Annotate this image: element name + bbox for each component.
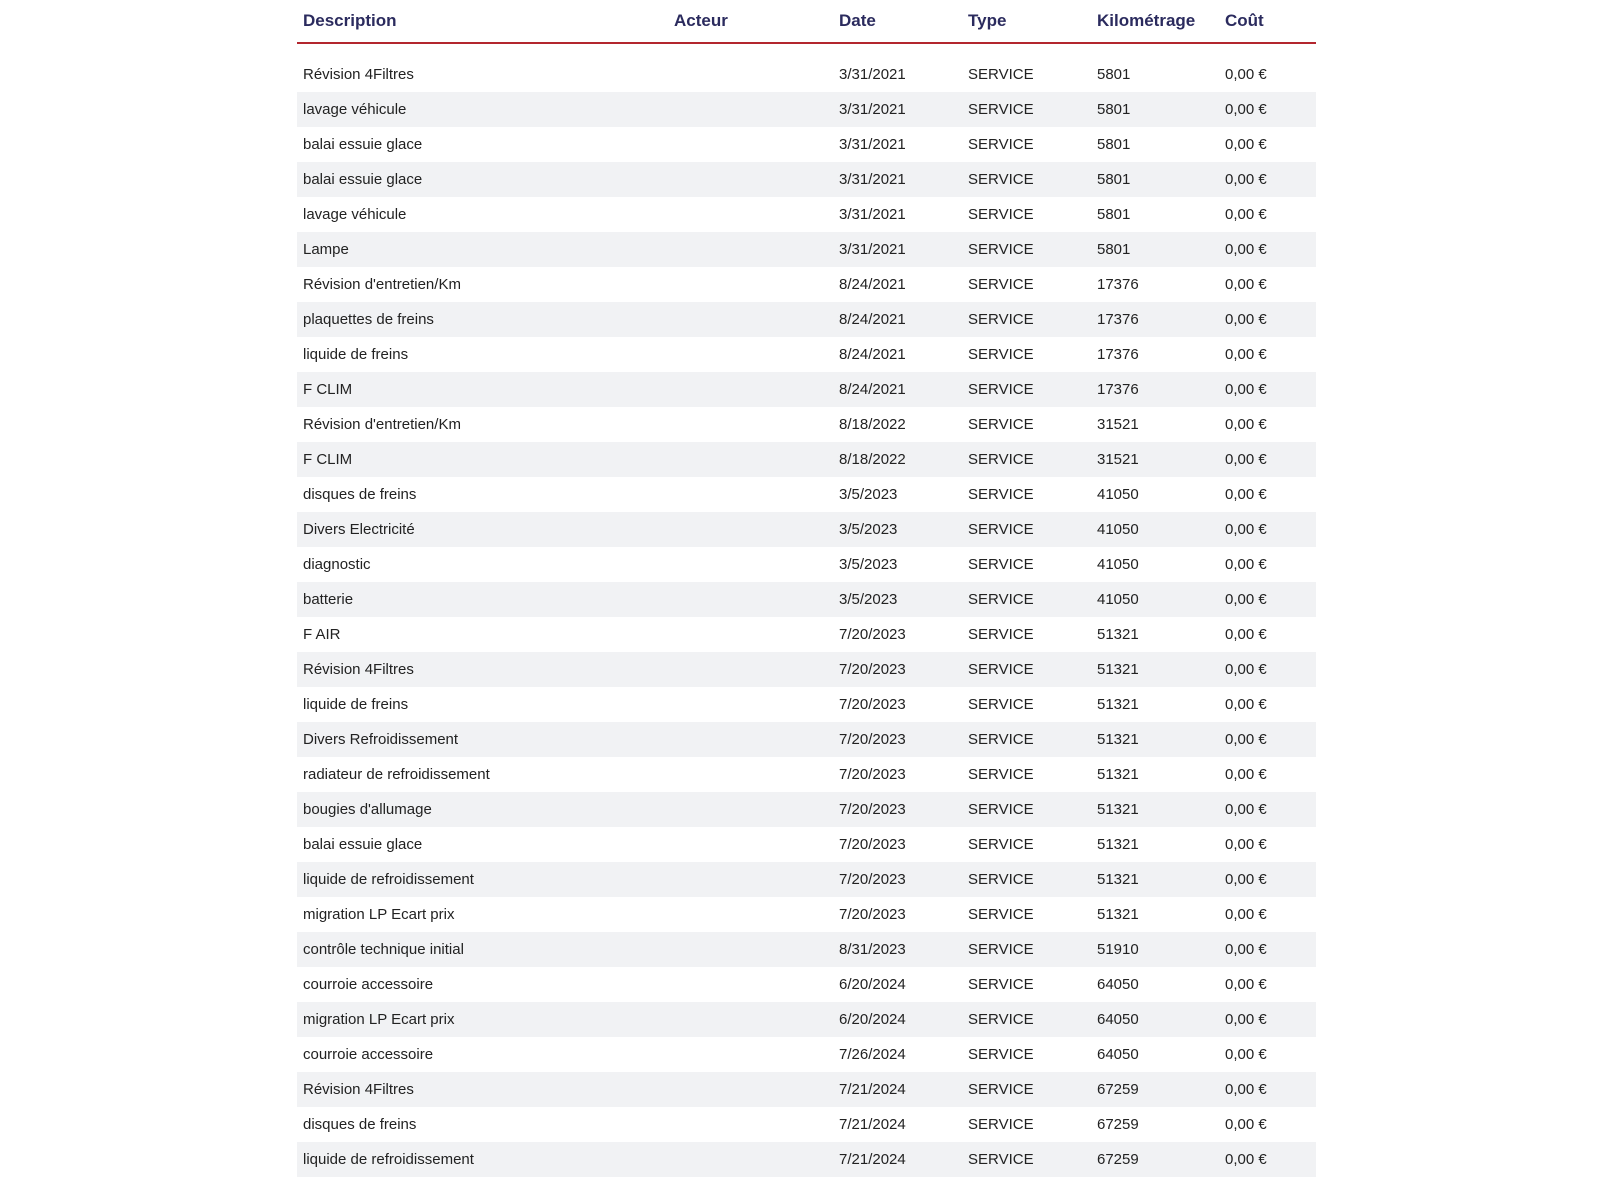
cell-date: 7/20/2023 xyxy=(833,722,962,757)
cell-type: SERVICE xyxy=(962,1037,1091,1072)
column-header-type[interactable]: Type xyxy=(962,0,1091,43)
maintenance-history-table xyxy=(297,0,1316,1177)
cell-actor xyxy=(668,862,833,897)
cell-type: SERVICE xyxy=(962,477,1091,512)
cell-description: liquide de refroidissement xyxy=(297,1142,668,1177)
cell-mileage: 51321 xyxy=(1091,687,1219,722)
cell-mileage: 17376 xyxy=(1091,267,1219,302)
table-row[interactable] xyxy=(297,1142,1316,1177)
cell-date: 7/20/2023 xyxy=(833,617,962,652)
cell-mileage: 5801 xyxy=(1091,232,1219,267)
cell-description: disques de freins xyxy=(297,1107,668,1142)
cell-cost: 0,00 € xyxy=(1219,1142,1316,1177)
table-row[interactable] xyxy=(297,1107,1316,1142)
cell-description: Lampe xyxy=(297,232,668,267)
cell-type: SERVICE xyxy=(962,932,1091,967)
cell-actor xyxy=(668,442,833,477)
cell-mileage: 64050 xyxy=(1091,1002,1219,1037)
cell-actor xyxy=(668,792,833,827)
cell-date: 3/31/2021 xyxy=(833,92,962,127)
cell-date: 3/31/2021 xyxy=(833,162,962,197)
cell-mileage: 67259 xyxy=(1091,1107,1219,1142)
cell-mileage: 67259 xyxy=(1091,1072,1219,1107)
cell-actor xyxy=(668,967,833,1002)
cell-cost: 0,00 € xyxy=(1219,652,1316,687)
cell-actor xyxy=(668,127,833,162)
cell-cost: 0,00 € xyxy=(1219,57,1316,92)
table-row[interactable] xyxy=(297,267,1316,302)
cell-actor xyxy=(668,302,833,337)
cell-date: 8/18/2022 xyxy=(833,442,962,477)
cell-cost: 0,00 € xyxy=(1219,267,1316,302)
cell-cost: 0,00 € xyxy=(1219,407,1316,442)
cell-cost: 0,00 € xyxy=(1219,582,1316,617)
cell-cost: 0,00 € xyxy=(1219,1107,1316,1142)
cell-description: F CLIM xyxy=(297,442,668,477)
cell-actor xyxy=(668,1072,833,1107)
cell-actor xyxy=(668,652,833,687)
cell-actor xyxy=(668,932,833,967)
cell-date: 8/24/2021 xyxy=(833,302,962,337)
cell-mileage: 31521 xyxy=(1091,407,1219,442)
cell-type: SERVICE xyxy=(962,232,1091,267)
cell-type: SERVICE xyxy=(962,652,1091,687)
cell-description: migration LP Ecart prix xyxy=(297,1002,668,1037)
table-row[interactable] xyxy=(297,722,1316,757)
cell-type: SERVICE xyxy=(962,722,1091,757)
cell-cost: 0,00 € xyxy=(1219,792,1316,827)
cell-date: 3/5/2023 xyxy=(833,477,962,512)
cell-date: 7/20/2023 xyxy=(833,792,962,827)
cell-actor xyxy=(668,897,833,932)
cell-actor xyxy=(668,197,833,232)
cell-date: 3/5/2023 xyxy=(833,547,962,582)
cell-actor xyxy=(668,512,833,547)
cell-cost: 0,00 € xyxy=(1219,477,1316,512)
table-row[interactable] xyxy=(297,302,1316,337)
cell-date: 7/20/2023 xyxy=(833,897,962,932)
table-row[interactable] xyxy=(297,757,1316,792)
table-row[interactable] xyxy=(297,57,1316,92)
cell-date: 3/5/2023 xyxy=(833,582,962,617)
table-row[interactable] xyxy=(297,1037,1316,1072)
cell-date: 7/21/2024 xyxy=(833,1072,962,1107)
cell-type: SERVICE xyxy=(962,337,1091,372)
cell-actor xyxy=(668,827,833,862)
cell-date: 7/21/2024 xyxy=(833,1142,962,1177)
cell-mileage: 64050 xyxy=(1091,1037,1219,1072)
cell-mileage: 51321 xyxy=(1091,897,1219,932)
cell-description: Révision d'entretien/Km xyxy=(297,267,668,302)
cell-date: 7/21/2024 xyxy=(833,1107,962,1142)
cell-date: 7/20/2023 xyxy=(833,652,962,687)
cell-mileage: 17376 xyxy=(1091,372,1219,407)
cell-mileage: 17376 xyxy=(1091,337,1219,372)
cell-mileage: 5801 xyxy=(1091,197,1219,232)
cell-actor xyxy=(668,372,833,407)
cell-type: SERVICE xyxy=(962,547,1091,582)
cell-type: SERVICE xyxy=(962,162,1091,197)
cell-cost: 0,00 € xyxy=(1219,827,1316,862)
cell-type: SERVICE xyxy=(962,512,1091,547)
cell-mileage: 51321 xyxy=(1091,862,1219,897)
table-row[interactable] xyxy=(297,512,1316,547)
table-row[interactable] xyxy=(297,407,1316,442)
table-row[interactable] xyxy=(297,1002,1316,1037)
cell-actor xyxy=(668,477,833,512)
cell-actor xyxy=(668,1142,833,1177)
cell-date: 6/20/2024 xyxy=(833,967,962,1002)
cell-cost: 0,00 € xyxy=(1219,757,1316,792)
table-row[interactable] xyxy=(297,652,1316,687)
cell-cost: 0,00 € xyxy=(1219,1072,1316,1107)
cell-cost: 0,00 € xyxy=(1219,232,1316,267)
cell-actor xyxy=(668,617,833,652)
cell-type: SERVICE xyxy=(962,407,1091,442)
table-row[interactable] xyxy=(297,162,1316,197)
cell-date: 8/24/2021 xyxy=(833,267,962,302)
cell-date: 3/5/2023 xyxy=(833,512,962,547)
cell-actor xyxy=(668,407,833,442)
cell-cost: 0,00 € xyxy=(1219,337,1316,372)
cell-description: balai essuie glace xyxy=(297,127,668,162)
cell-type: SERVICE xyxy=(962,582,1091,617)
cell-mileage: 5801 xyxy=(1091,127,1219,162)
table-row[interactable] xyxy=(297,862,1316,897)
table-row[interactable] xyxy=(297,897,1316,932)
cell-mileage: 51321 xyxy=(1091,617,1219,652)
cell-mileage: 64050 xyxy=(1091,967,1219,1002)
cell-type: SERVICE xyxy=(962,127,1091,162)
cell-description: Révision 4Filtres xyxy=(297,57,668,92)
cell-description: bougies d'allumage xyxy=(297,792,668,827)
cell-description: Divers Refroidissement xyxy=(297,722,668,757)
cell-date: 7/20/2023 xyxy=(833,862,962,897)
cell-description: F CLIM xyxy=(297,372,668,407)
table-row[interactable] xyxy=(297,477,1316,512)
cell-description: liquide de freins xyxy=(297,337,668,372)
table-row[interactable] xyxy=(297,617,1316,652)
cell-mileage: 51321 xyxy=(1091,792,1219,827)
cell-actor xyxy=(668,1037,833,1072)
maintenance-history-table-container xyxy=(297,0,1316,1177)
cell-type: SERVICE xyxy=(962,267,1091,302)
cell-cost: 0,00 € xyxy=(1219,1002,1316,1037)
cell-cost: 0,00 € xyxy=(1219,932,1316,967)
cell-type: SERVICE xyxy=(962,372,1091,407)
column-header-date[interactable]: Date xyxy=(833,0,962,43)
cell-type: SERVICE xyxy=(962,827,1091,862)
cell-mileage: 41050 xyxy=(1091,477,1219,512)
table-row[interactable] xyxy=(297,932,1316,967)
cell-mileage: 67259 xyxy=(1091,1142,1219,1177)
cell-cost: 0,00 € xyxy=(1219,722,1316,757)
cell-type: SERVICE xyxy=(962,92,1091,127)
cell-cost: 0,00 € xyxy=(1219,897,1316,932)
cell-actor xyxy=(668,267,833,302)
cell-description: liquide de freins xyxy=(297,687,668,722)
cell-mileage: 51910 xyxy=(1091,932,1219,967)
cell-date: 8/24/2021 xyxy=(833,372,962,407)
table-row[interactable] xyxy=(297,582,1316,617)
table-row[interactable] xyxy=(297,827,1316,862)
cell-type: SERVICE xyxy=(962,967,1091,1002)
cell-mileage: 17376 xyxy=(1091,302,1219,337)
header-spacer xyxy=(297,43,1316,57)
cell-actor xyxy=(668,162,833,197)
table-row[interactable] xyxy=(297,337,1316,372)
cell-description: migration LP Ecart prix xyxy=(297,897,668,932)
cell-date: 7/20/2023 xyxy=(833,827,962,862)
cell-date: 8/24/2021 xyxy=(833,337,962,372)
cell-description: plaquettes de freins xyxy=(297,302,668,337)
table-row[interactable] xyxy=(297,547,1316,582)
table-row[interactable] xyxy=(297,442,1316,477)
table-row[interactable] xyxy=(297,197,1316,232)
cell-mileage: 41050 xyxy=(1091,512,1219,547)
cell-cost: 0,00 € xyxy=(1219,862,1316,897)
cell-description: courroie accessoire xyxy=(297,1037,668,1072)
table-header xyxy=(297,0,1316,43)
cell-actor xyxy=(668,92,833,127)
cell-cost: 0,00 € xyxy=(1219,687,1316,722)
cell-cost: 0,00 € xyxy=(1219,162,1316,197)
cell-date: 6/20/2024 xyxy=(833,1002,962,1037)
cell-type: SERVICE xyxy=(962,1002,1091,1037)
cell-type: SERVICE xyxy=(962,1142,1091,1177)
table-row[interactable] xyxy=(297,232,1316,267)
cell-description: radiateur de refroidissement xyxy=(297,757,668,792)
cell-mileage: 51321 xyxy=(1091,827,1219,862)
cell-actor xyxy=(668,1002,833,1037)
cell-type: SERVICE xyxy=(962,302,1091,337)
cell-actor xyxy=(668,337,833,372)
cell-date: 7/20/2023 xyxy=(833,687,962,722)
cell-mileage: 51321 xyxy=(1091,757,1219,792)
cell-actor xyxy=(668,547,833,582)
cell-cost: 0,00 € xyxy=(1219,92,1316,127)
cell-type: SERVICE xyxy=(962,442,1091,477)
cell-actor xyxy=(668,57,833,92)
cell-actor xyxy=(668,1107,833,1142)
cell-description: lavage véhicule xyxy=(297,92,668,127)
cell-type: SERVICE xyxy=(962,1072,1091,1107)
cell-cost: 0,00 € xyxy=(1219,302,1316,337)
cell-cost: 0,00 € xyxy=(1219,442,1316,477)
cell-description: batterie xyxy=(297,582,668,617)
cell-mileage: 5801 xyxy=(1091,92,1219,127)
cell-cost: 0,00 € xyxy=(1219,547,1316,582)
table-row[interactable] xyxy=(297,1072,1316,1107)
cell-actor xyxy=(668,687,833,722)
cell-description: contrôle technique initial xyxy=(297,932,668,967)
cell-mileage: 5801 xyxy=(1091,162,1219,197)
cell-date: 8/31/2023 xyxy=(833,932,962,967)
column-header-actor[interactable]: Acteur xyxy=(668,0,833,43)
table-row[interactable] xyxy=(297,792,1316,827)
cell-mileage: 41050 xyxy=(1091,547,1219,582)
column-header-cost[interactable]: Coût xyxy=(1219,0,1316,43)
cell-actor xyxy=(668,232,833,267)
cell-mileage: 51321 xyxy=(1091,722,1219,757)
cell-type: SERVICE xyxy=(962,197,1091,232)
cell-type: SERVICE xyxy=(962,897,1091,932)
cell-mileage: 51321 xyxy=(1091,652,1219,687)
table-body xyxy=(297,43,1316,1177)
cell-description: Révision 4Filtres xyxy=(297,1072,668,1107)
cell-type: SERVICE xyxy=(962,862,1091,897)
column-header-description[interactable]: Description xyxy=(297,0,668,43)
cell-date: 3/31/2021 xyxy=(833,57,962,92)
cell-type: SERVICE xyxy=(962,687,1091,722)
cell-description: courroie accessoire xyxy=(297,967,668,1002)
table-row[interactable] xyxy=(297,687,1316,722)
cell-actor xyxy=(668,722,833,757)
cell-cost: 0,00 € xyxy=(1219,197,1316,232)
cell-description: disques de freins xyxy=(297,477,668,512)
cell-actor xyxy=(668,582,833,617)
cell-cost: 0,00 € xyxy=(1219,512,1316,547)
cell-type: SERVICE xyxy=(962,757,1091,792)
cell-description: Révision d'entretien/Km xyxy=(297,407,668,442)
cell-description: balai essuie glace xyxy=(297,827,668,862)
cell-mileage: 5801 xyxy=(1091,57,1219,92)
table-row[interactable] xyxy=(297,92,1316,127)
cell-cost: 0,00 € xyxy=(1219,372,1316,407)
table-row[interactable] xyxy=(297,372,1316,407)
cell-type: SERVICE xyxy=(962,617,1091,652)
cell-description: Révision 4Filtres xyxy=(297,652,668,687)
cell-cost: 0,00 € xyxy=(1219,1037,1316,1072)
cell-type: SERVICE xyxy=(962,1107,1091,1142)
cell-actor xyxy=(668,757,833,792)
cell-mileage: 41050 xyxy=(1091,582,1219,617)
table-row[interactable] xyxy=(297,967,1316,1002)
cell-cost: 0,00 € xyxy=(1219,127,1316,162)
cell-type: SERVICE xyxy=(962,57,1091,92)
cell-mileage: 31521 xyxy=(1091,442,1219,477)
cell-type: SERVICE xyxy=(962,792,1091,827)
cell-description: liquide de refroidissement xyxy=(297,862,668,897)
cell-cost: 0,00 € xyxy=(1219,967,1316,1002)
header-row xyxy=(297,0,1316,43)
cell-description: F AIR xyxy=(297,617,668,652)
column-header-mileage[interactable]: Kilométrage xyxy=(1091,0,1219,43)
cell-description: Divers Electricité xyxy=(297,512,668,547)
table-row[interactable] xyxy=(297,127,1316,162)
cell-date: 7/26/2024 xyxy=(833,1037,962,1072)
cell-date: 7/20/2023 xyxy=(833,757,962,792)
cell-description: diagnostic xyxy=(297,547,668,582)
cell-date: 8/18/2022 xyxy=(833,407,962,442)
cell-date: 3/31/2021 xyxy=(833,197,962,232)
cell-date: 3/31/2021 xyxy=(833,232,962,267)
cell-date: 3/31/2021 xyxy=(833,127,962,162)
cell-cost: 0,00 € xyxy=(1219,617,1316,652)
cell-description: lavage véhicule xyxy=(297,197,668,232)
cell-description: balai essuie glace xyxy=(297,162,668,197)
